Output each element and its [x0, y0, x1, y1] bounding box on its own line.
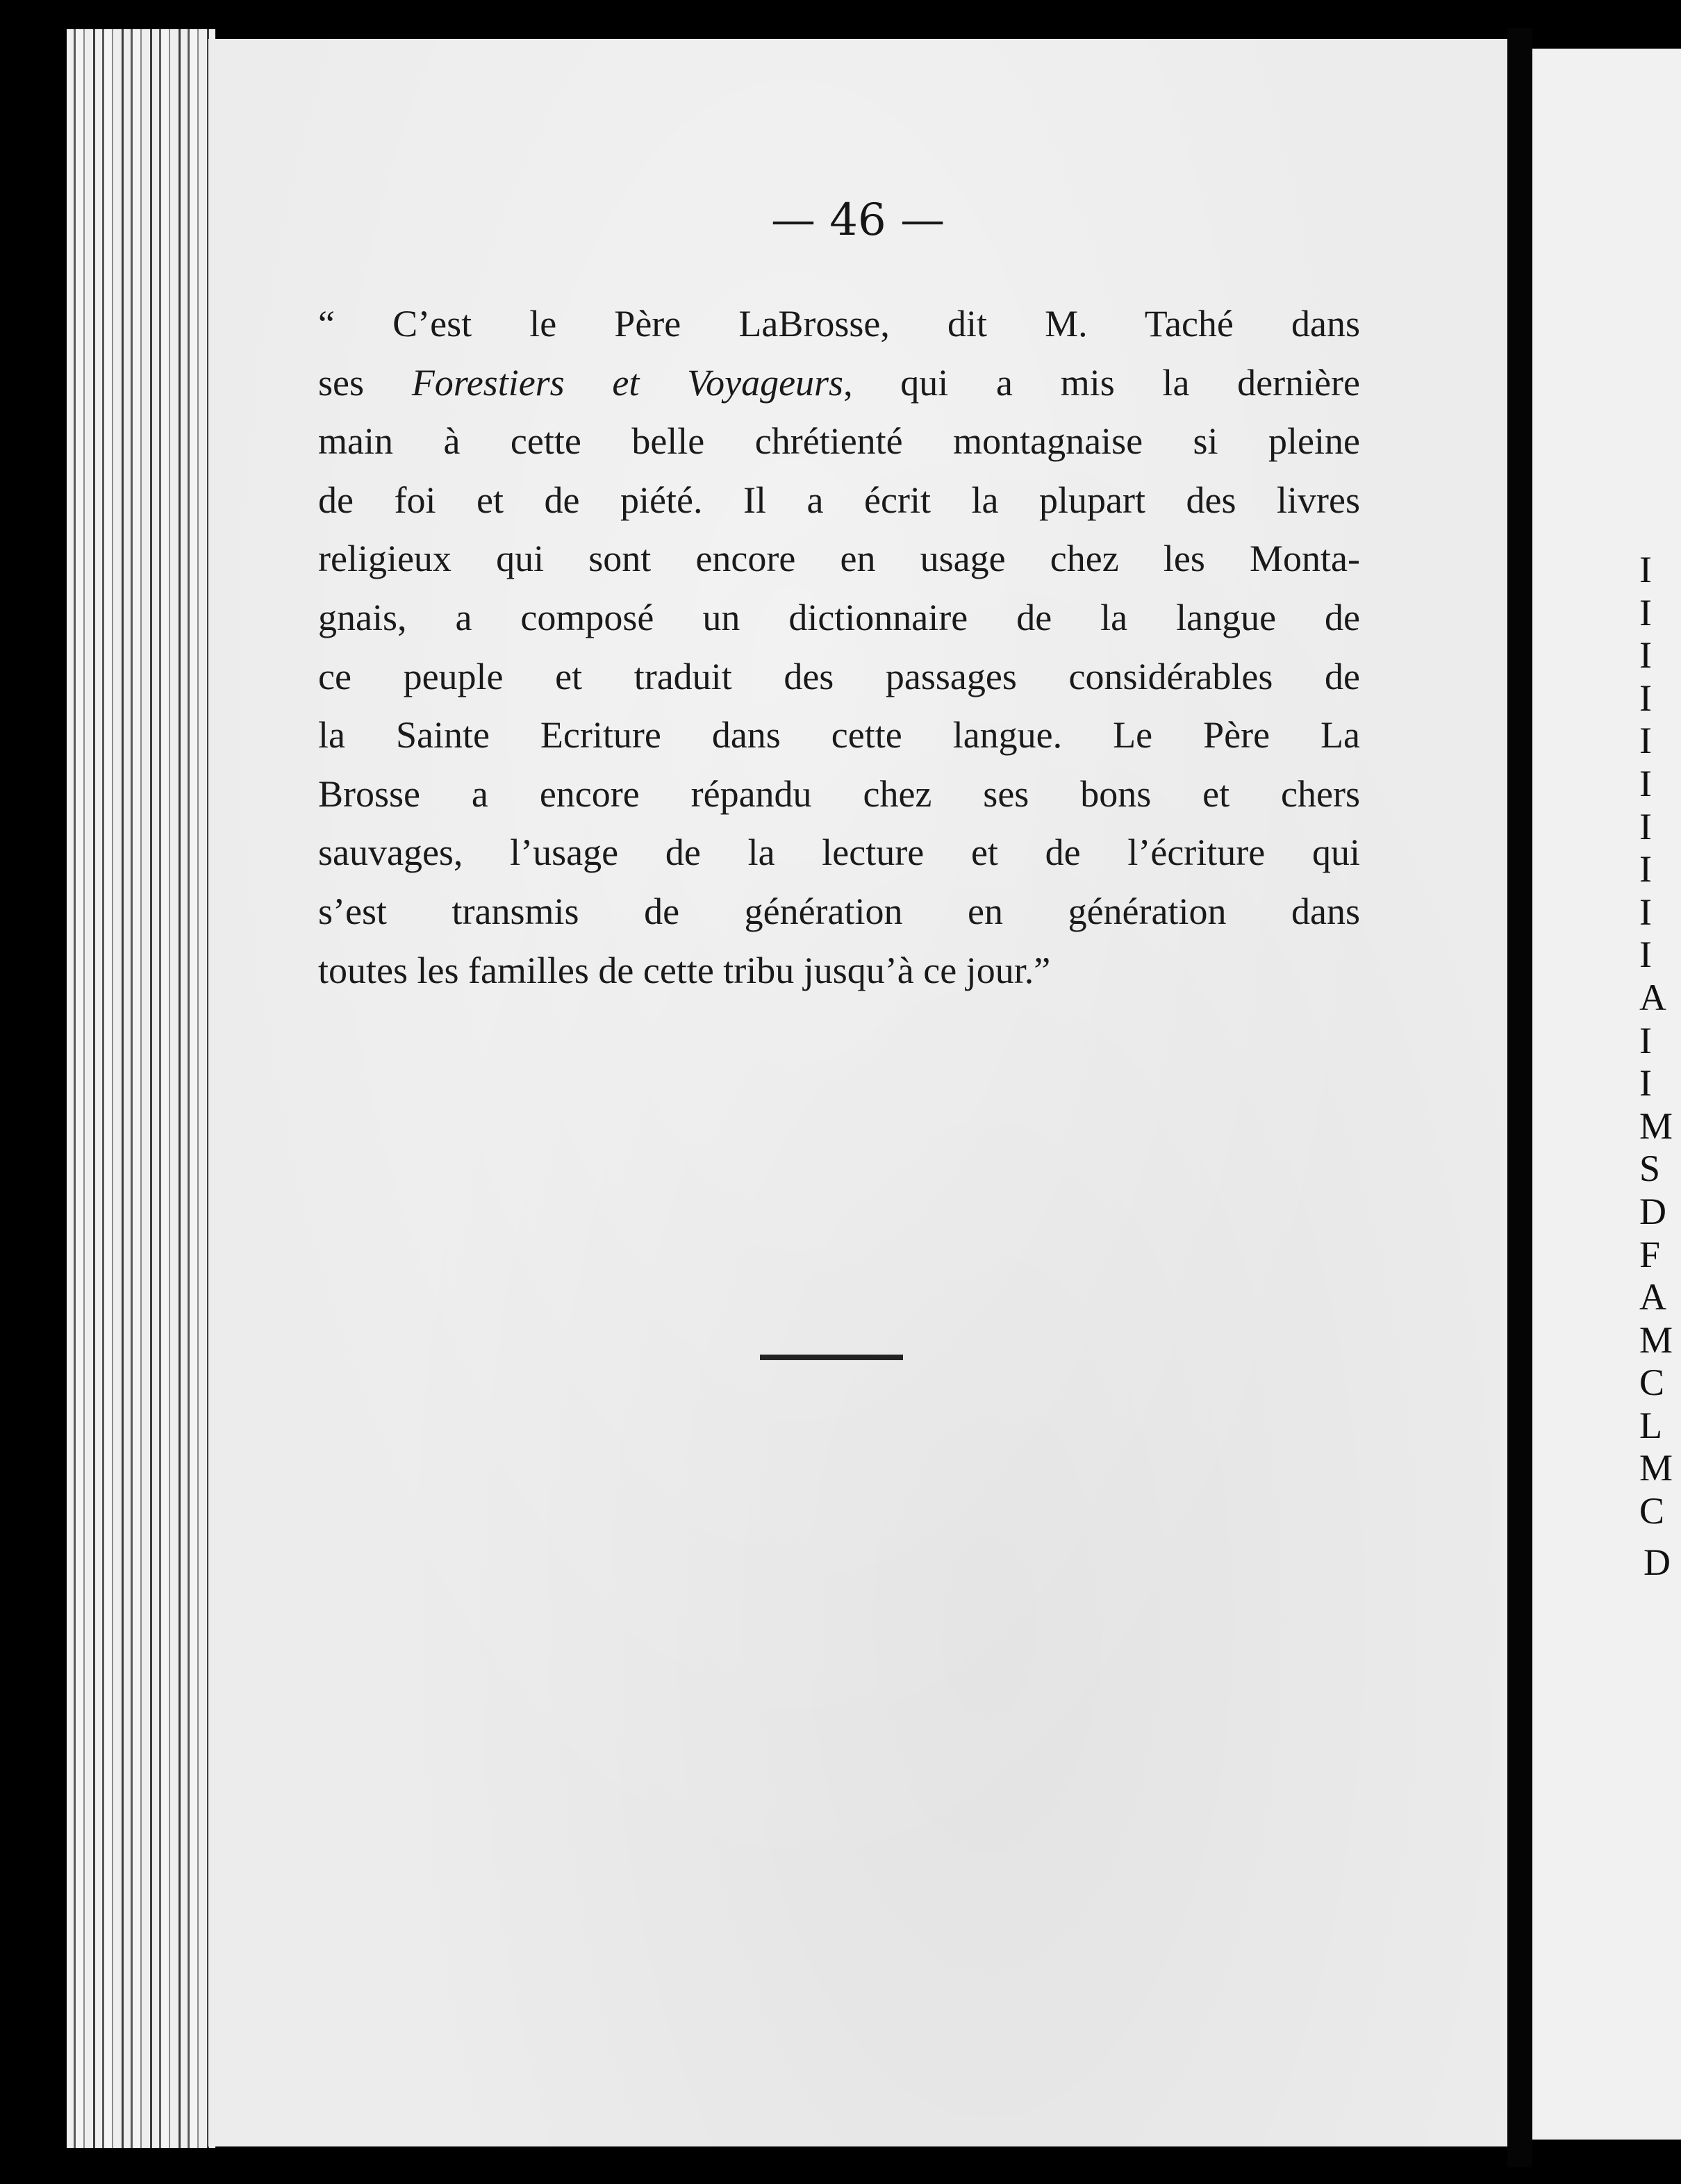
facing-letter: I	[1639, 549, 1652, 590]
facing-letter: D	[1639, 1190, 1666, 1232]
facing-letter-extra: D	[1643, 1541, 1671, 1583]
facing-letter: C	[1639, 1362, 1665, 1404]
facing-page-letters	[1639, 549, 1681, 1533]
facing-letter: A	[1639, 1276, 1666, 1318]
text-line-12: toutes les familles de cette tribu jusqu’à ce jour.”	[318, 949, 1051, 991]
facing-letter: I	[1639, 591, 1652, 634]
body-paragraph	[318, 295, 1360, 1000]
facing-letter: M	[1639, 1318, 1673, 1361]
facing-letter: I	[1639, 634, 1652, 677]
text-line-5: religieux qui sont encore en usage chez les Monta-	[318, 538, 1360, 580]
facing-letter: I	[1639, 848, 1652, 891]
end-rule-divider	[760, 1355, 903, 1360]
text-line-11: s’est transmis de génération en génération dans	[318, 890, 1360, 932]
facing-letter: I	[1639, 805, 1652, 847]
text-fragment-ses: ses	[318, 361, 412, 404]
text-fragment-rest: , qui a mis la dernière	[843, 361, 1360, 404]
book-gutter	[1507, 28, 1532, 2167]
facing-letter: I	[1639, 1062, 1652, 1105]
facing-letter: M	[1639, 1105, 1673, 1147]
page-number: — 46 —	[770, 195, 945, 246]
facing-letter: L	[1639, 1404, 1662, 1446]
text-line-6: gnais, a composé un dictionnaire de la langue de	[318, 596, 1360, 638]
facing-letter: A	[1639, 976, 1666, 1018]
facing-letter: I	[1639, 891, 1652, 933]
text-line-2	[318, 362, 1360, 404]
text-line-7: ce peuple et traduit des passages considérables de	[318, 655, 1360, 697]
text-line-9: Brosse a encore répandu chez ses bons et chers	[318, 772, 1360, 815]
text-line-8: la Sainte Ecriture dans cette langue. Le Père La	[318, 714, 1360, 756]
facing-letter: S	[1639, 1148, 1661, 1190]
facing-letter: I	[1639, 1019, 1652, 1061]
facing-letter: F	[1639, 1233, 1661, 1275]
text-line-10: sauvages, l’usage de la lecture et de l’écriture qui	[318, 832, 1360, 874]
facing-letter: M	[1639, 1447, 1673, 1489]
facing-letter: C	[1639, 1490, 1665, 1532]
facing-letter: I	[1639, 762, 1652, 804]
book-title-italic: Forestiers et Voyageurs	[411, 361, 844, 404]
facing-letter: I	[1639, 677, 1652, 719]
text-line-3: main à cette belle chrétienté montagnaise si pleine	[318, 420, 1360, 463]
page-edges	[67, 29, 215, 2148]
facing-letter: I	[1639, 934, 1652, 976]
text-line-4: de foi et de piété. Il a écrit la plupart des livres	[318, 479, 1360, 521]
text-line-1: “ C’est le Père LaBrosse, dit M. Taché dans	[318, 303, 1360, 345]
facing-letter: I	[1639, 720, 1652, 762]
